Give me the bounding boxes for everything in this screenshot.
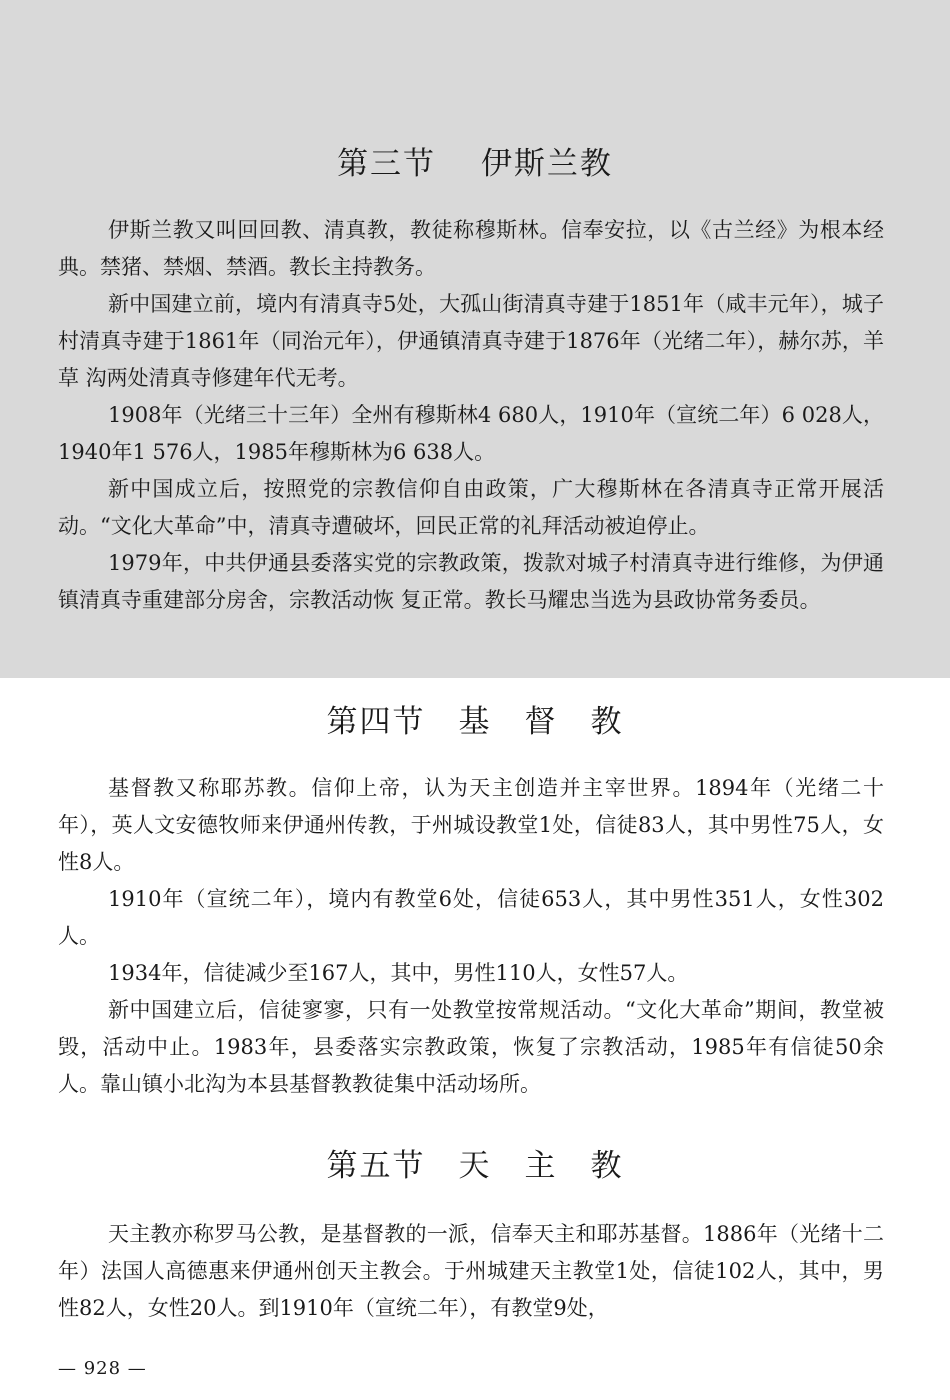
section-4-paragraph-1: 基督教又称耶苏教。信仰上帝，认为天主创造并主宰世界。1894年（光绪二十年），英人文安德牧师来伊通州传教，于州城设教堂1处，信徒83人，其中男性75人，女性8人。 [58, 776, 884, 874]
section-4-paragraph-2: 1910年（宣统二年），境内有教堂6处，信徒653人，其中男性351人，女性302人。 [58, 887, 884, 948]
section-5-body [58, 1216, 884, 1327]
section-3-body [58, 212, 884, 619]
page-number: — 928 — [58, 1358, 147, 1379]
section-4-paragraph-4: 新中国建立后，信徒寥寥，只有一处教堂按常规活动。“文化大革命”期间，教堂被毁，活动中止。1983年，县委落实宗教政策，恢复了宗教活动，1985年有信徒50余人。靠山镇小北沟为本县基督教教徒集中活动场所。 [58, 998, 884, 1096]
section-5-heading: 第五节 天 主 教 [326, 1148, 624, 1184]
section-3-paragraph-4: 新中国成立后，按照党的宗教信仰自由政策，广大穆斯林在各清真寺正常开展活动。“文化大革命”中，清真寺遭破坏，回民正常的礼拜活动被迫停止。 [58, 477, 884, 538]
section-3-paragraph-3: 1908年（光绪三十三年）全州有穆斯林4 680人，1910年（宣统二年）6 028人，1940年1 576人，1985年穆斯林为6 638人。 [58, 403, 884, 464]
section-5-paragraph-1: 天主教亦称罗马公教，是基督教的一派，信奉天主和耶苏基督。1886年（光绪十二年）法国人高德惠来伊通州创天主教会。于州城建天主教堂1处，信徒102人，其中，男性82人，女性20人。到1910年（宣统二年），有教堂9处， [58, 1222, 884, 1320]
section-3-paragraph-5: 1979年，中共伊通县委落实党的宗教政策，拨款对城子村清真寺进行维修，为伊通镇清真寺重建部分房舍，宗教活动恢 复正常。教长马耀忠当选为县政协常务委员。 [58, 551, 884, 612]
section-3-paragraph-2: 新中国建立前，境内有清真寺5处，大孤山街清真寺建于1851年（咸丰元年），城子村清真寺建于1861年（同治元年），伊通镇清真寺建于1876年（光绪二年），赫尔苏，羊草 沟两处清真寺修建年代无考。 [58, 292, 884, 390]
section-4-heading: 第四节 基 督 教 [326, 704, 624, 740]
section-4-body [58, 770, 884, 1103]
section-3-paragraph-1: 伊斯兰教又叫回回教、清真教，教徒称穆斯林。信奉安拉，以《古兰经》为根本经典。禁猪、禁烟、禁酒。教长主持教务。 [58, 218, 884, 279]
section-4-paragraph-3: 1934年，信徒减少至167人，其中，男性110人，女性57人。 [108, 961, 689, 985]
section-3-heading: 第三节 伊斯兰教 [337, 146, 613, 182]
